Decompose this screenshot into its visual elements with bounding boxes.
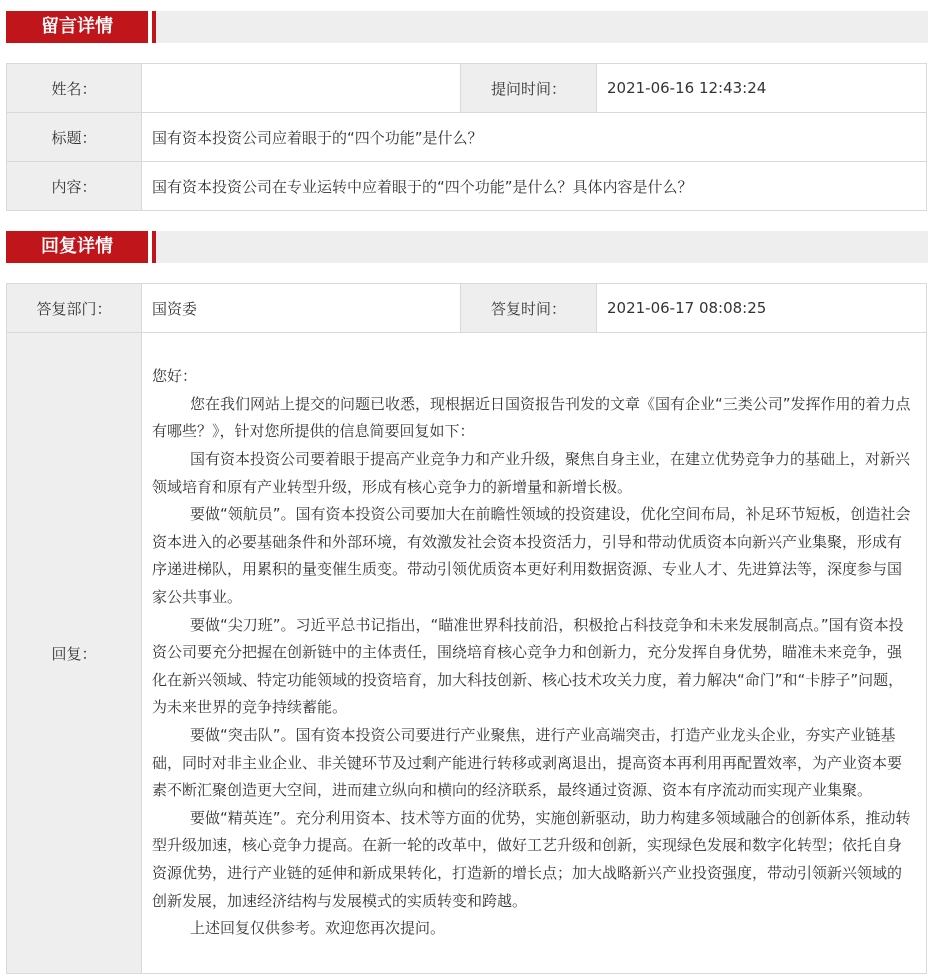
subject-label: 标题： xyxy=(7,113,142,162)
message-details-table xyxy=(6,63,927,211)
message-section-title: 留言详情 xyxy=(6,11,152,43)
table-row xyxy=(7,284,927,333)
reply-dept-value: 国资委 xyxy=(142,284,461,333)
reply-paragraph: 要做“精英连”。充分利用资本、技术等方面的优势，实施创新驱动，助力构建多领域融合的创新体系，推动转型升级加速，核心竞争力提高。在新一轮的改革中，做好工艺升级和创新，实现绿色发展和数字化转型；依托自身资源优势，进行产业链的延伸和新成果转化，打造新的增长点；加大战略新兴产业投资强度，带动引领新兴领域的创新发展，加速经济结构与发展模式的实质转变和跨越。 xyxy=(152,808,911,910)
reply-time-label: 答复时间： xyxy=(461,284,597,333)
table-row xyxy=(7,162,927,211)
question-time-value: 2021-06-16 12:43:24 xyxy=(597,64,927,113)
reply-paragraph: 要做“尖刀班”。习近平总书记指出，“瞄准世界科技前沿，积极抢占科技竞争和未来发展制高点。”国有资本投资公司要充分把握在创新链中的主体责任，围绕培育核心竞争力和创新力，充分发挥自身优势，瞄准未来竞争，强化在新兴领域、特定功能领域的投资培育，加大科技创新、核心技术攻关力度，着力解决“命门”和“卡脖子”问题，为未来世界的竞争持续蓄能。 xyxy=(152,615,904,717)
reply-closing: 上述回复仅供参考。欢迎您再次提问。 xyxy=(190,919,446,938)
subject-value: 国有资本投资公司应着眼于的“四个功能”是什么？ xyxy=(142,113,927,162)
reply-dept-label: 答复部门： xyxy=(7,284,142,333)
reply-paragraph: 国有资本投资公司要着眼于提高产业竞争力和产业升级，聚焦自身主业，在建立优势竞争力的基础上，对新兴领域培育和原有产业转型升级，形成有核心竞争力的新增量和新增长极。 xyxy=(152,450,911,496)
reply-greeting: 您好： xyxy=(152,367,198,386)
reply-paragraph: 您在我们网站上提交的问题已收悉，现根据近日国资报告刊发的文章《国有企业“三类公司”发挥作用的着力点有哪些？》，针对您所提供的信息简要回复如下： xyxy=(152,394,911,441)
reply-time-value: 2021-06-17 08:08:25 xyxy=(597,284,927,333)
message-section-header xyxy=(6,11,928,43)
table-row xyxy=(7,113,927,162)
reply-details-table xyxy=(6,283,927,974)
reply-section-title: 回复详情 xyxy=(6,231,152,263)
reply-label: 回复： xyxy=(7,333,142,974)
content-label: 内容： xyxy=(7,162,142,211)
reply-paragraph: 要做“突击队”。国有资本投资公司要进行产业聚焦，进行产业高端突击，打造产业龙头企业，夯实产业链基础，同时对非主业企业、非关键环节及过剩产能进行转移或剥离退出，提高资本再利用再配置效率，为产业资本要素不断汇聚创造更大空间，进而建立纵向和横向的经济联系，最终通过资源、资本有序流动而实现产业集聚。 xyxy=(152,725,903,800)
name-label: 姓名： xyxy=(7,64,142,113)
reply-paragraph: 要做“领航员”。国有资本投资公司要加大在前瞻性领域的投资建设，优化空间布局，补足环节短板，创造社会资本进入的必要基础条件和外部环境，有效激发社会资本投资活力，引导和带动优质资本向新兴产业集聚，形成有序递进梯队，用累积的量变催生质变。带动引领优质资本更好利用数据资源、专业人才、先进算法等，深度参与国家公共事业。 xyxy=(152,505,911,607)
name-value xyxy=(142,64,461,113)
reply-content xyxy=(142,333,927,974)
content-value: 国有资本投资公司在专业运转中应着眼于的“四个功能”是什么？具体内容是什么？ xyxy=(142,162,927,211)
table-row xyxy=(7,333,927,974)
reply-section-header xyxy=(6,231,928,263)
table-row xyxy=(7,64,927,113)
question-time-label: 提问时间： xyxy=(461,64,597,113)
